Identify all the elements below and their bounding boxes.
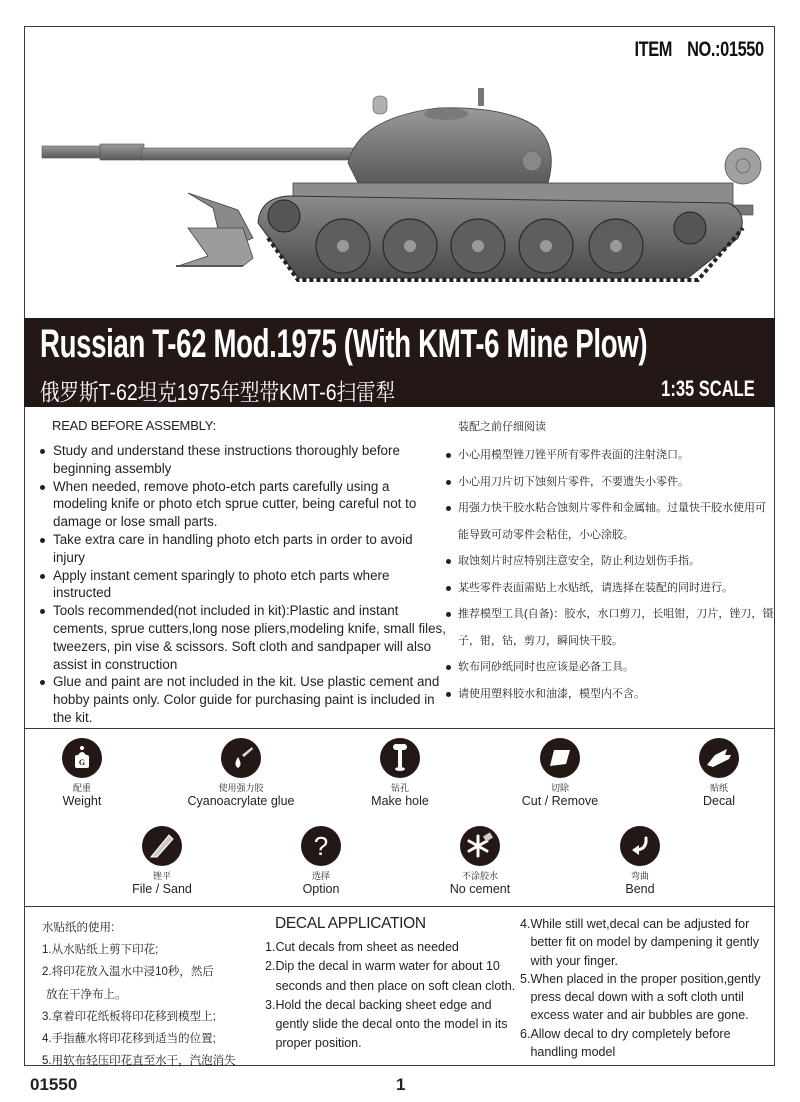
read-before-heading-en: READ BEFORE ASSEMBLY: [52, 418, 216, 433]
symbol-file: 锉平 File / Sand [102, 826, 222, 896]
symbol-cut: 切除 Cut / Remove [500, 738, 620, 808]
instruction-item: Study and understand these instructions thoroughly before beginning assembly [36, 442, 446, 478]
symbol-drill: 钻孔 Make hole [340, 738, 460, 808]
read-before-heading-zh: 装配之前仔细阅读 [458, 421, 546, 433]
footer-item-code: 01550 [30, 1075, 78, 1094]
symbol-no-cement: 不涂胶水 No cement [420, 826, 540, 896]
instruction-item-zh: 某些零件表面需贴上水贴纸，请选择在装配的同时进行。 [444, 575, 774, 602]
title-banner [24, 318, 775, 407]
instruction-item-zh: 用强力快干胶水粘合蚀刻片零件和金属轴。过量快干胶水使用可能导致可动零件会粘住，小心涂胶。 [444, 495, 774, 548]
tank-illustration [38, 88, 774, 288]
symbol-bend: 弯曲 Bend [580, 826, 700, 896]
instruction-item-zh: 推荐模型工具(自备)：胶水，水口剪刀，长咀钳，刀片，锉刀，镊子，钳，钻，剪刀，瞬间快干胶。 [444, 601, 774, 654]
page-number: 1 [396, 1075, 406, 1094]
decal-steps-col2 [520, 915, 780, 1061]
decal-title-en: DECAL APPLICATION [275, 915, 426, 932]
instruction-item-zh: 取蚀刻片时应特别注意安全，防止利边划伤手指。 [444, 548, 774, 575]
bend-arrow-icon [620, 826, 660, 866]
decal-step: 4. While still wet,decal can be adjusted for better fit on model by dampening it gently with your finger. [520, 917, 760, 968]
product-title-zh: 俄罗斯T-62坦克1975年型带KMT-6扫雷犁 [40, 379, 396, 405]
item-number: ITEM NO.:01550 [634, 38, 764, 61]
decal-step: 2. Dip the decal in warm water for about 10 seconds and then place on soft clean cloth. [265, 959, 516, 993]
drill-icon [380, 738, 420, 778]
instruction-item: Take extra care in handling photo etch parts in order to avoid injury [36, 531, 446, 567]
instruction-item-zh: 小心用模型锉刀锉平所有零件表面的注射浇口。 [444, 442, 774, 469]
instruction-item: When needed, remove photo-etch parts carefully using a modeling knife or photo etch sprue cutter, being careful not to damage or lose small parts. [36, 478, 446, 531]
decal-step: 1.Cut decals from sheet as needed [265, 940, 459, 954]
decal-steps-col1 [265, 938, 525, 1054]
symbol-glue: 使用强力胶 Cyanoacrylate glue [181, 738, 301, 808]
symbol-option: ? 选择 Option [261, 826, 381, 896]
symbol-weight: G 配重 Weight [22, 738, 142, 808]
decal-instructions-zh: 水贴纸的使用: 1.从水贴纸上剪下印花; 2.将印花放入温水中浸10秒，然后 放在干净布上。 3.拿着印花纸板将印花移到模型上; 4.手指蘸水将印花移到适当的位置; 5.用软布轻压印花直至水干，汽泡消失 [42, 917, 236, 1072]
question-icon: ? [301, 826, 341, 866]
instructions-list-en [36, 442, 446, 727]
weight-icon [62, 738, 102, 778]
section-divider [24, 728, 775, 729]
decal-step: 6. Allow decal to dry completely before handling model [520, 1026, 731, 1060]
decal-title-zh: 水贴纸的使用: [42, 922, 115, 934]
decal-step: 3. Hold the decal backing sheet edge and gently slide the decal onto the model in its proper position. [265, 997, 508, 1051]
decal-icon [699, 738, 739, 778]
blade-icon [540, 738, 580, 778]
instruction-item-zh: 小心用刀片切下蚀刻片零件，不要遗失小零件。 [444, 469, 774, 496]
symbol-decal: 贴纸 Decal [659, 738, 779, 808]
instruction-item: Tools recommended(not included in kit):Plastic and instant cements, sprue cutters,long nose pliers,modeling knife, small files, tweezers, pin vise & scissors. Soft cloth and sandpaper will also assist in construction [36, 602, 446, 673]
product-title-en: Russian T-62 Mod.1975 (With KMT-6 Mine Plow) [40, 322, 648, 366]
instruction-item: Apply instant cement sparingly to photo etch parts where instructed [36, 567, 446, 603]
instruction-item-zh: 请使用塑料胶水和油漆，模型内不含。 [444, 681, 774, 708]
instruction-item: Glue and paint are not included in the kit. Use plastic cement and hobby paints only. Color guide for purchasing paint is included in the kit. [36, 673, 446, 726]
glue-drop-icon [221, 738, 261, 778]
svg-text:G: G [78, 758, 86, 767]
section-divider [24, 906, 775, 907]
no-cement-icon [460, 826, 500, 866]
file-icon [142, 826, 182, 866]
scale-label: 1:35 SCALE [661, 376, 755, 401]
decal-step: 5. When placed in the proper position,gently press decal down with a soft cloth until excess water and air bubbles are gone. [520, 971, 761, 1023]
instructions-list-zh [444, 442, 774, 707]
instruction-item-zh: 软布同砂纸同时也应该是必备工具。 [444, 654, 774, 681]
